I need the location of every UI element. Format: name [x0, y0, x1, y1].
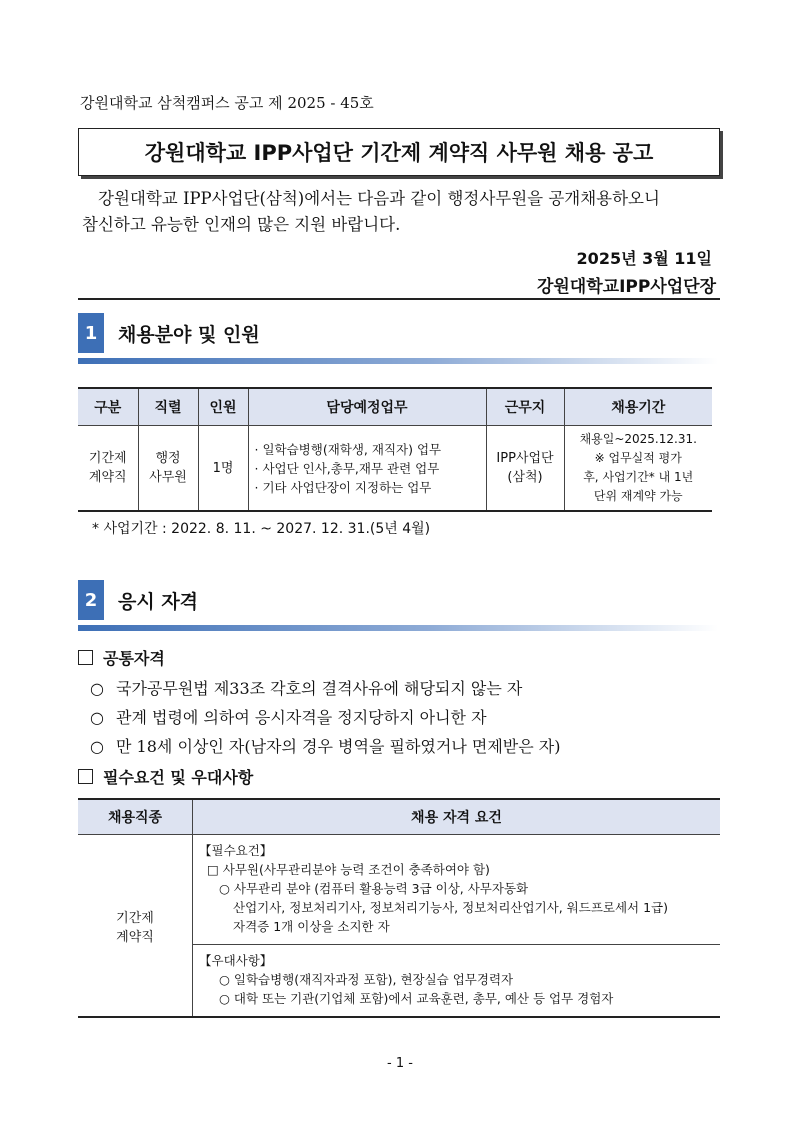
col-header-qualifications: 채용 자격 요건 [193, 799, 721, 835]
col-header-job-type: 채용직종 [78, 799, 193, 835]
section-2-number: 2 [78, 580, 104, 620]
preferred-item: ○ 일학습병행(재직자과정 포함), 현장실습 업무경력자 [219, 972, 514, 987]
checkbox-square-icon [78, 650, 93, 665]
required-item: ○ 사무관리 분야 (컴퓨터 활용능력 3급 이상, 사무자동화 [219, 881, 529, 896]
page-number: - 1 - [387, 1056, 413, 1071]
cell-series [138, 426, 198, 512]
section-1-bar [78, 358, 718, 364]
cell-type-line-2: 계약직 [88, 470, 127, 485]
cell-workplace-line-1: IPP사업단 [496, 451, 554, 466]
required-item: 자격증 1개 이상을 소지한 자 [233, 919, 390, 934]
intro-line-1: 강원대학교 IPP사업단(삼척)에서는 다음과 같이 행정사무원을 공개채용하오니 [98, 189, 660, 208]
requirements-heading [78, 765, 253, 788]
list-item [90, 705, 487, 728]
circle-bullet-icon: ○ [90, 679, 104, 698]
section-1-title: 채용분야 및 인원 [118, 323, 260, 346]
cell-series-line-2: 사무원 [149, 470, 187, 485]
col-header-duties: 담당예정업무 [248, 388, 486, 426]
page-title [78, 128, 720, 176]
notice-date: 2025년 3월 11일 [576, 249, 712, 268]
duty-item: · 일학습병행(재학생, 재직자) 업무 [254, 441, 442, 457]
list-item [90, 676, 522, 699]
cell-preferred [193, 945, 721, 1018]
section-1-heading [78, 313, 260, 353]
project-period-note: * 사업기간 : 2022. 8. 11. ~ 2027. 12. 31.(5년 4월) [92, 521, 431, 537]
circle-bullet-icon: ○ [90, 737, 104, 756]
cell-series-line-1: 행정 [155, 451, 181, 466]
divider [78, 298, 720, 300]
intro-line-2: 참신하고 유능한 인재의 많은 지원 바랍니다. [82, 215, 401, 234]
duty-item: · 사업단 인사,총무,재무 관련 업무 [254, 460, 440, 476]
cell-count: 1명 [198, 426, 248, 512]
period-line: 채용일~2025.12.31. [579, 432, 697, 446]
job-type-line-2: 계약직 [116, 929, 154, 945]
page-title-text: 강원대학교 IPP사업단 기간제 계약직 사무원 채용 공고 [144, 141, 654, 165]
common-qualifications-title: 공통자격 [103, 649, 165, 668]
job-type-line-1: 기간제 [116, 910, 154, 926]
period-line: ※ 업무실적 평가 [594, 451, 682, 465]
list-item-text: 국가공무원법 제33조 각호의 결격사유에 해당되지 않는 자 [116, 679, 523, 698]
cell-type-line-1: 기간제 [88, 451, 127, 466]
required-item: 산업기사, 정보처리기사, 정보처리기능사, 정보처리산업기사, 워드프로세서 1급) [233, 900, 668, 915]
duty-item: · 기타 사업단장이 지정하는 업무 [254, 479, 432, 495]
col-header-series: 직렬 [138, 388, 198, 426]
positions-table [78, 387, 712, 512]
preferred-label: 【우대사항】 [199, 953, 273, 968]
list-item [90, 734, 560, 757]
period-line: 단위 재계약 가능 [593, 489, 683, 503]
preferred-item: ○ 대학 또는 기관(기업체 포함)에서 교육훈련, 총무, 예산 등 업무 경험자 [219, 991, 614, 1006]
requirements-table [78, 798, 720, 1018]
cell-workplace-line-2: (삼척) [507, 470, 543, 485]
cell-job-type [78, 835, 193, 1018]
cell-duties [248, 426, 486, 512]
cell-type [78, 426, 138, 512]
period-line: 후, 사업기간* 내 1년 [583, 470, 694, 484]
section-2-heading [78, 580, 198, 620]
table-row [78, 426, 712, 512]
list-item-text: 관계 법령에 의하여 응시자격을 정지당하지 아니한 자 [116, 708, 487, 727]
col-header-type: 구분 [78, 388, 138, 426]
cell-required [193, 835, 721, 945]
required-label: 【필수요건】 [199, 843, 273, 858]
checkbox-square-icon [78, 769, 93, 784]
notice-number: 강원대학교 삼척캠퍼스 공고 제 2025 - 45호 [80, 94, 374, 112]
section-2-bar [78, 625, 718, 631]
cell-workplace [486, 426, 564, 512]
col-header-count: 인원 [198, 388, 248, 426]
col-header-period: 채용기간 [564, 388, 712, 426]
col-header-workplace: 근무지 [486, 388, 564, 426]
intro-paragraph [82, 186, 722, 238]
required-item: □ 사무원(사무관리분야 능력 조건이 충족하여야 함) [207, 862, 490, 877]
section-2-title: 응시 자격 [118, 590, 199, 613]
common-qualifications-heading [78, 646, 165, 669]
cell-period [564, 426, 712, 512]
circle-bullet-icon: ○ [90, 708, 104, 727]
section-1-number: 1 [78, 313, 104, 353]
requirements-title: 필수요건 및 우대사항 [103, 768, 254, 787]
list-item-text: 만 18세 이상인 자(남자의 경우 병역을 필하였거나 면제받은 자) [116, 737, 561, 756]
signer: 강원대학교IPP사업단장 [536, 277, 716, 297]
